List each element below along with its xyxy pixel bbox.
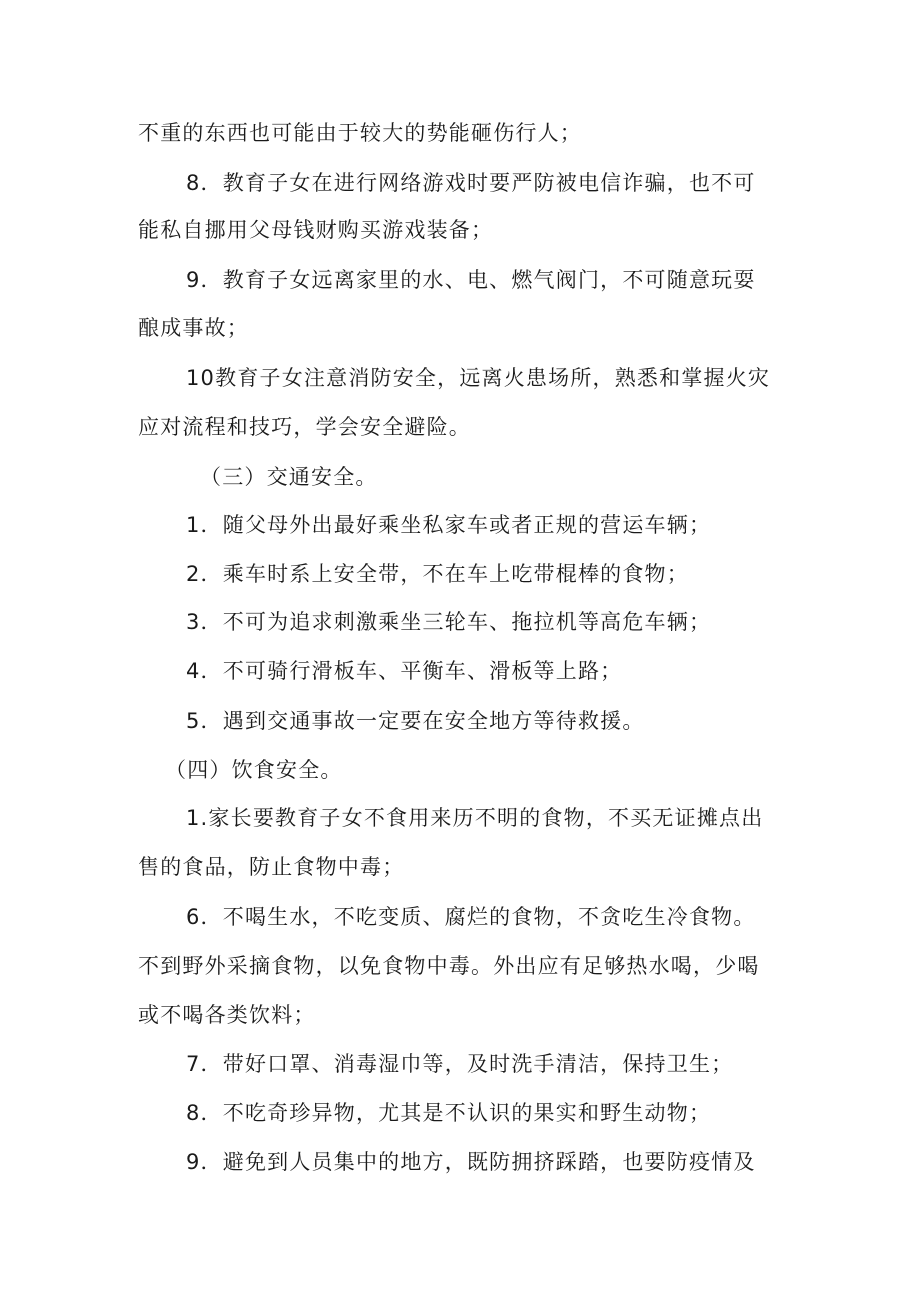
text-line: 4．不可骑行滑板车、平衡车、滑板等上路； [186,659,623,683]
section-heading: （三）交通安全。 [200,465,378,489]
text-line: 1.家长要教育子女不食用来历不明的食物，不买无证摊点出 [186,806,764,830]
text-line: 8．教育子女在进行网络游戏时要严防被电信诈骗，也不可 [186,171,756,195]
text-line: 5．遇到交通事故一定要在安全地方等待救援。 [186,709,645,733]
text-line: 10教育子女注意消防安全，远离火患场所，熟悉和掌握火灾 [186,366,771,390]
text-line: 能私自挪用父母钱财购买游戏装备； [138,218,494,242]
text-line: 6．不喝生水，不吃变质、腐烂的食物，不贪吃生冷食物。 [186,905,756,929]
text-line: 售的食品，防止食物中毒； [138,855,405,879]
text-line: 7．带好口罩、消毒湿巾等，及时洗手清洁，保持卫生； [186,1052,734,1076]
text-line: 2．乘车时系上安全带，不在车上吃带棍棒的食物； [186,562,689,586]
text-line: 不重的东西也可能由于较大的势能砸伤行人； [138,121,582,145]
text-line: 8．不吃奇珍异物，尤其是不认识的果实和野生动物； [186,1101,712,1125]
text-line: 3．不可为追求刺激乘坐三轮车、拖拉机等高危车辆； [186,610,712,634]
text-line: 9．避免到人员集中的地方，既防拥挤踩踏，也要防疫情及 [186,1150,756,1174]
text-line: 9．教育子女远离家里的水、电、燃气阀门，不可随意玩耍 [186,268,756,292]
text-line: 1．随父母外出最好乘坐私家车或者正规的营运车辆； [186,513,712,537]
text-line: 或不喝各类饮料； [138,1003,316,1027]
section-heading: （四）饮食安全。 [165,758,343,782]
text-line: 应对流程和技巧，学会安全避险。 [138,415,471,439]
text-line: 酿成事故； [138,316,249,340]
text-line: 不到野外采摘食物，以免食物中毒。外出应有足够热水喝，少喝 [138,954,760,978]
